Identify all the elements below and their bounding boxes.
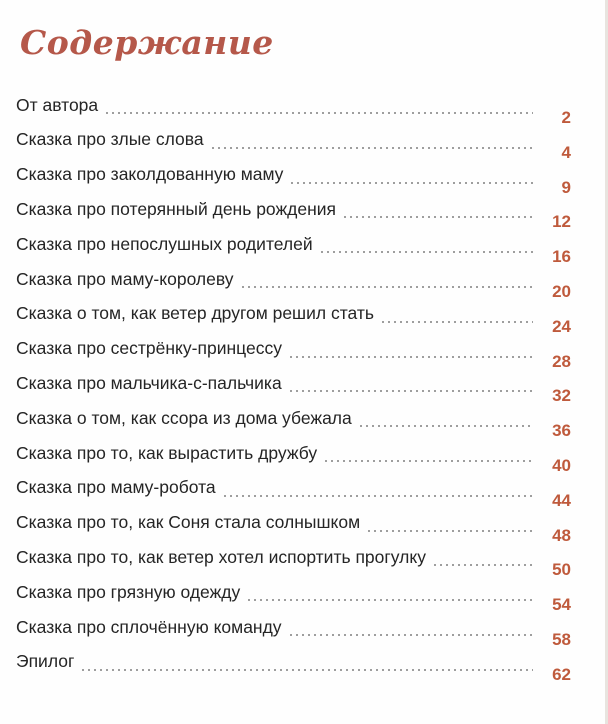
toc-entry[interactable] xyxy=(16,444,571,474)
toc-entry-page-number: 28 xyxy=(552,351,571,371)
toc-entry-title: Сказка про маму-робота xyxy=(16,477,216,498)
toc-entry[interactable] xyxy=(16,166,571,196)
dot-leader xyxy=(342,216,533,218)
toc-entry-title: Сказка про потерянный день рождения xyxy=(16,198,337,219)
dot-leader xyxy=(80,669,533,671)
toc-entry-title: Сказка о том, как ссора из дома убежала xyxy=(16,407,352,428)
toc-entry-title: Сказка про заколдованную маму xyxy=(16,164,284,185)
dot-leader xyxy=(104,112,533,114)
dot-leader xyxy=(246,599,533,601)
page-title: Содержание xyxy=(20,23,274,62)
toc-entry[interactable] xyxy=(16,653,571,683)
toc-entry-page-number: 50 xyxy=(552,560,571,580)
toc-entry[interactable] xyxy=(16,514,571,544)
dot-leader xyxy=(240,286,533,288)
toc-entry-page-number: 48 xyxy=(552,525,571,545)
toc-entry-page-number: 9 xyxy=(561,177,571,197)
dot-leader xyxy=(288,634,533,636)
toc-entry-title: Сказка про непослушных родителей xyxy=(16,233,313,254)
toc-entry-page-number: 36 xyxy=(552,421,571,441)
dot-leader xyxy=(432,564,533,566)
dot-leader xyxy=(210,147,533,149)
toc-entry[interactable] xyxy=(16,618,571,648)
toc-entry-page-number: 44 xyxy=(552,490,571,510)
toc-entry-page-number: 20 xyxy=(552,282,571,301)
toc-entry[interactable] xyxy=(16,200,571,230)
dot-leader xyxy=(366,530,533,532)
dot-leader xyxy=(289,182,533,184)
toc-entry[interactable] xyxy=(16,409,571,439)
toc-entry-page-number: 2 xyxy=(561,108,571,127)
dot-leader xyxy=(288,356,533,358)
toc-entry[interactable] xyxy=(16,479,571,509)
toc-entry[interactable] xyxy=(16,340,571,370)
toc-entry-title: Сказка о том, как ветер другом решил стать xyxy=(16,303,374,324)
toc-entry[interactable] xyxy=(16,131,571,161)
toc-entry[interactable] xyxy=(16,270,571,300)
toc-entry-title: Эпилог xyxy=(16,651,75,672)
toc-entry[interactable] xyxy=(16,96,571,126)
toc-entry-title: Сказка про мальчика-с-пальчика xyxy=(16,372,282,393)
toc-entry-title: От автора xyxy=(16,94,99,115)
toc-entry-title: Сказка про грязную одежду xyxy=(16,581,241,602)
toc-entry[interactable] xyxy=(16,548,571,578)
dot-leader xyxy=(358,425,533,427)
toc-entry-page-number: 24 xyxy=(552,316,571,336)
toc-entry[interactable] xyxy=(16,305,571,335)
dot-leader xyxy=(319,251,533,253)
toc-entry-page-number: 40 xyxy=(552,456,571,475)
toc-entry-title: Сказка про маму-королеву xyxy=(16,268,234,289)
toc-entry-title: Сказка про то, как Соня стала солнышком xyxy=(16,512,361,533)
toc-entry-title: Сказка про злые слова xyxy=(16,129,204,150)
dot-leader xyxy=(380,321,533,323)
dot-leader xyxy=(323,460,533,462)
toc-entry-page-number: 32 xyxy=(552,386,571,406)
toc-entry[interactable] xyxy=(16,583,571,613)
toc-entry-page-number: 4 xyxy=(561,142,571,162)
toc-entry-page-number: 58 xyxy=(552,630,571,649)
dot-leader xyxy=(288,390,533,392)
toc-entry-title: Сказка про сестрёнку-принцессу xyxy=(16,338,282,359)
toc-entry-page-number: 62 xyxy=(552,664,571,684)
toc-entry-page-number: 12 xyxy=(552,212,571,232)
dot-leader xyxy=(222,495,533,497)
toc-entry-page-number: 16 xyxy=(552,247,571,267)
toc-entry-title: Сказка про то, как вырастить дружбу xyxy=(16,442,318,463)
toc-entry-title: Сказка про то, как ветер хотел испортить прогулку xyxy=(16,546,426,567)
toc-entry[interactable] xyxy=(16,235,571,265)
toc-entry-title: Сказка про сплочённую команду xyxy=(16,616,282,637)
toc-entry[interactable] xyxy=(16,374,571,404)
toc-entry-page-number: 54 xyxy=(552,595,571,615)
